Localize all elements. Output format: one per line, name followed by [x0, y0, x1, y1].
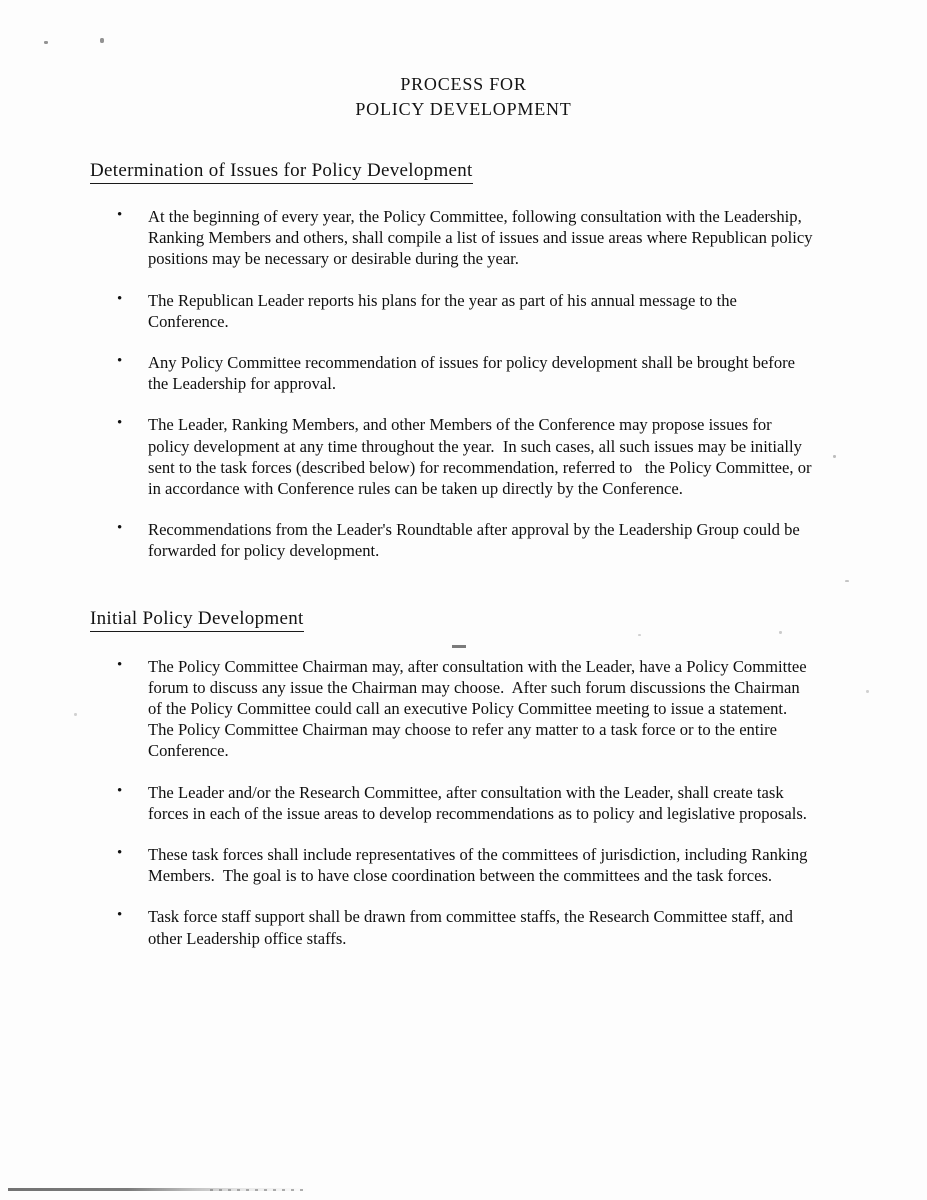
scan-speck [74, 713, 77, 716]
list-item: • These task forces shall include representatives of the committees of jurisdiction, including Ranking Members. The goal is to have close coordination between the committees and the task forces. [148, 844, 816, 886]
scan-speck [845, 580, 849, 582]
scan-speck [100, 38, 104, 43]
title-line-2: POLICY DEVELOPMENT [355, 99, 572, 119]
list-item: • Any Policy Committee recommendation of issues for policy development shall be brought before the Leadership for approval. [148, 352, 816, 394]
scan-speck [44, 41, 48, 44]
list-item: • Task force staff support shall be drawn from committee staffs, the Research Committee staff, and other Leadership office staffs. [148, 906, 816, 948]
section-initial-policy-development [0, 570, 927, 949]
scan-speck [779, 631, 782, 634]
document-title [0, 72, 927, 122]
scan-dash-mark [452, 645, 466, 648]
list-item: • The Leader, Ranking Members, and other Members of the Conference may propose issues for policy development at any time throughout the year. In such cases, all such issues may be initially sent to the task forces (described below) for recommendation, referred to the Policy Committee, or in accordance with Conference rules can be taken up directly by the Conference. [148, 414, 816, 499]
section-heading-initial-policy-development: Initial Policy Development [90, 608, 304, 632]
section-2-heading-wrap [0, 570, 927, 632]
section-heading-determination-of-issues: Determination of Issues for Policy Development [90, 160, 473, 184]
scan-speck [638, 634, 641, 636]
scan-speck [833, 455, 836, 458]
section-2-bullet-list [0, 656, 927, 949]
list-item: • The Leader and/or the Research Committee, after consultation with the Leader, shall create task forces in each of the issue areas to develop recommendations as to policy and legislative proposals. [148, 782, 816, 824]
scan-bottom-edge-dots [210, 1189, 305, 1191]
scan-speck [866, 690, 869, 693]
list-item: • At the beginning of every year, the Policy Committee, following consultation with the Leadership, Ranking Members and others, shall compile a list of issues and issue areas where Republican policy positions may be necessary or desirable during the year. [148, 206, 816, 270]
list-item: • The Republican Leader reports his plans for the year as part of his annual message to the Conference. [148, 290, 816, 332]
section-1-heading-wrap [0, 122, 927, 184]
list-item: • Recommendations from the Leader's Roundtable after approval by the Leadership Group could be forwarded for policy development. [148, 519, 816, 561]
section-1-bullet-list [0, 206, 927, 562]
list-item: • The Policy Committee Chairman may, after consultation with the Leader, have a Policy Committee forum to discuss any issue the Chairman may choose. After such forum discussions the Chairman of the Policy Committee could call an executive Policy Committee meeting to issue a statement. The Policy Committee Chairman may choose to refer any matter to a task force or to the entire Conference. [148, 656, 816, 762]
section-determination-of-issues [0, 122, 927, 562]
title-line-1: PROCESS FOR [400, 74, 527, 94]
